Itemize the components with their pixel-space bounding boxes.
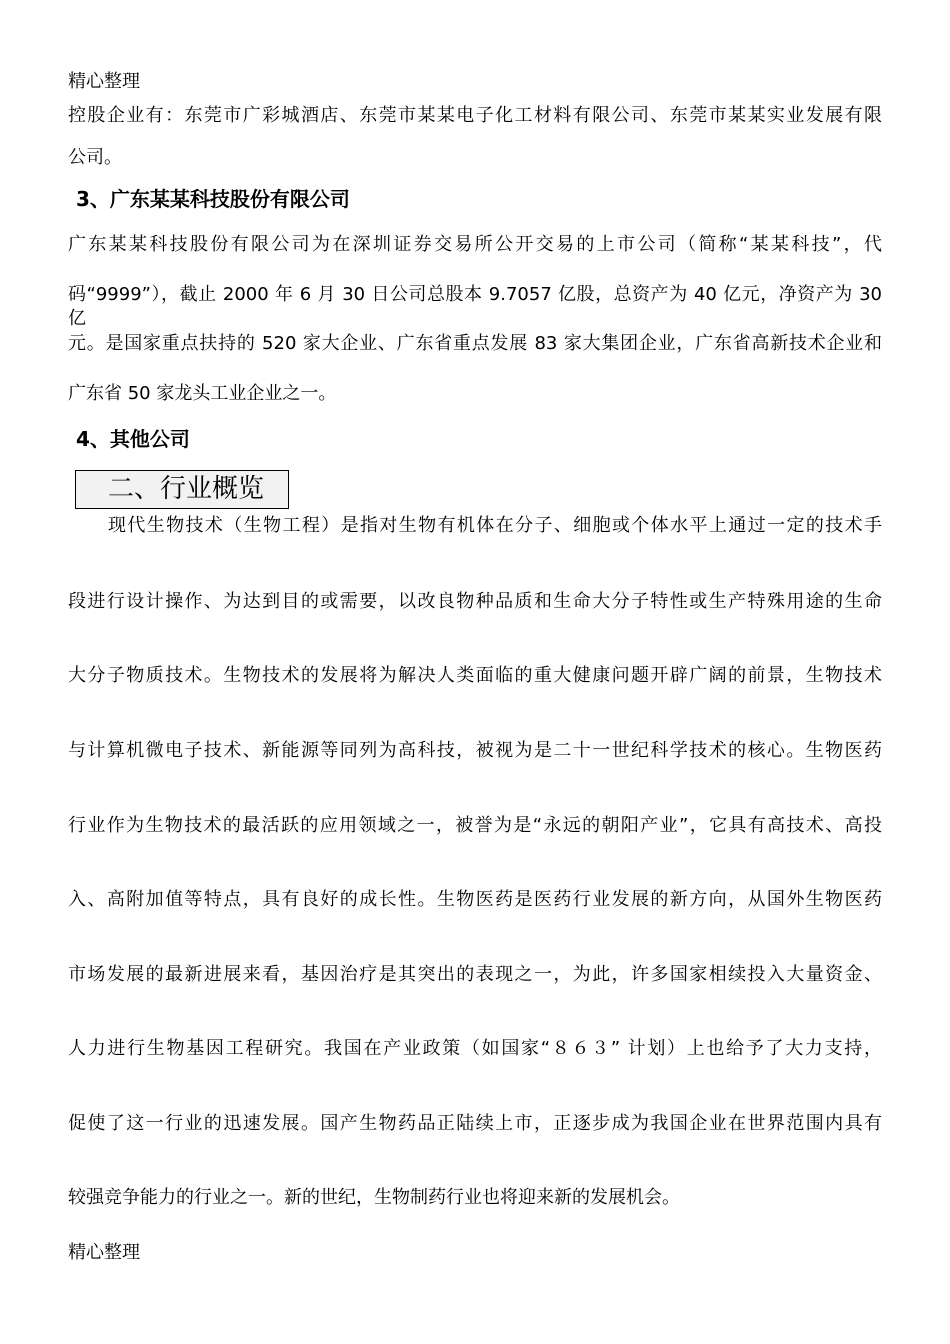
- section-3-heading: 3、广东某某科技股份有限公司: [76, 187, 350, 211]
- holding-companies-line-2: 公司。: [68, 147, 122, 168]
- section-3-line-1: 广东某某科技股份有限公司为在深圳证券交易所公开交易的上市公司（简称“某某科技”，代: [68, 234, 882, 255]
- page-header: 精心整理: [68, 71, 140, 92]
- overview-line-10: 较强竞争能力的行业之一。新的世纪，生物制药行业也将迎来新的发展机会。: [68, 1187, 680, 1208]
- section-3-line-2: 码“9999”），截止 2000 年 6 月 30 日公司总股本 9.7057 亿股，总资产为 40 亿元，净资产为 30 亿: [68, 284, 882, 329]
- overview-line-4: 与计算机微电子技术、新能源等同列为高科技，被视为是二十一世纪科学技术的核心。生物医药: [68, 740, 882, 761]
- section-two-title: 二、行业概览: [108, 474, 265, 504]
- overview-line-9: 促使了这一行业的迅速发展。国产生物药品正陆续上市，正逐步成为我国企业在世界范围内具有: [68, 1113, 882, 1134]
- overview-line-1: 现代生物技术（生物工程）是指对生物有机体在分子、细胞或个体水平上通过一定的技术手: [108, 515, 882, 536]
- overview-line-8: 人力进行生物基因工程研究。我国在产业政策（如国家“８６３” 计划）上也给予了大力支持，: [68, 1038, 882, 1059]
- overview-line-2: 段进行设计操作、为达到目的或需要，以改良物种品质和生命大分子特性或生产特殊用途的生命: [68, 591, 882, 612]
- section-4-heading: 4、其他公司: [76, 427, 190, 451]
- overview-line-6: 入、高附加值等特点，具有良好的成长性。生物医药是医药行业发展的新方向，从国外生物医药: [68, 889, 882, 910]
- page-footer: 精心整理: [68, 1242, 140, 1263]
- section-3-line-4: 广东省 50 家龙头工业企业之一。: [68, 383, 337, 404]
- section-two-title-box: [75, 470, 289, 509]
- overview-line-5: 行业作为生物技术的最活跃的应用领域之一，被誉为是“永远的朝阳产业”，它具有高技术、高投: [68, 815, 882, 836]
- section-3-line-3: 元。是国家重点扶持的 520 家大企业、广东省重点发展 83 家大集团企业，广东省高新技术企业和: [68, 333, 882, 354]
- overview-line-7: 市场发展的最新进展来看，基因治疗是其突出的表现之一，为此，许多国家相续投入大量资金、: [68, 964, 882, 985]
- overview-line-3: 大分子物质技术。生物技术的发展将为解决人类面临的重大健康问题开辟广阔的前景，生物技术: [68, 665, 882, 686]
- holding-companies-line-1: 控股企业有：东莞市广彩城酒店、东莞市某某电子化工材料有限公司、东莞市某某实业发展有限: [68, 105, 882, 126]
